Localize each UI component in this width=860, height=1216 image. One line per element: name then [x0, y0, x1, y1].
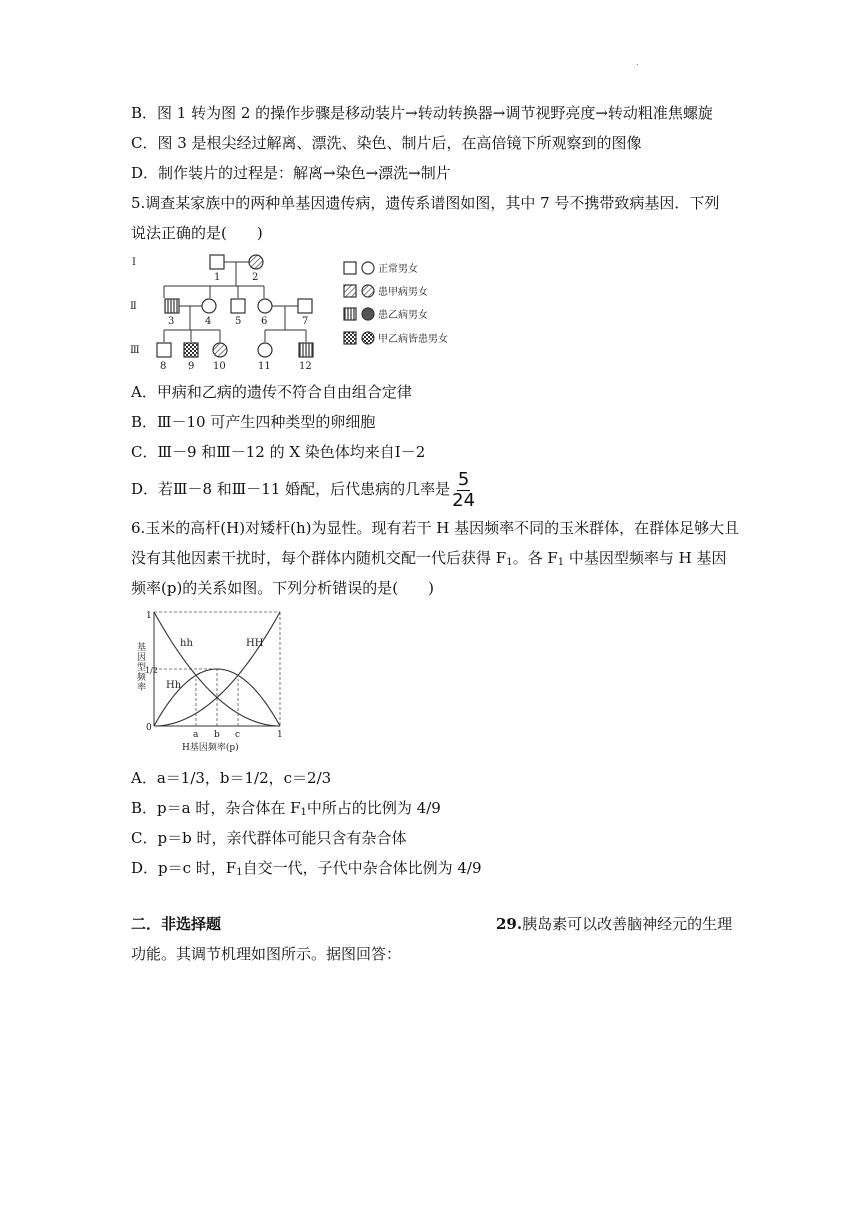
q4-option-c: C．图 3 是根尖经过解离、漂洗、染色、制片后，在高倍镜下所观察到的图像: [131, 134, 642, 152]
pedigree-III-9: [184, 343, 198, 357]
legend-normal-female: [362, 262, 374, 274]
q5-stem-line1: 5.调查某家族中的两种单基因遗传病，遗传系谱图如图，其中 7 号不携带致病基因．下列: [131, 194, 720, 212]
pedigree-II-3: [165, 299, 179, 313]
q29-stem-line2: 功能。其调节机理如图所示。据图回答：: [131, 945, 402, 963]
label-9: 9: [188, 361, 195, 372]
q5-option-c: C．Ⅲ－9 和Ⅲ－12 的 X 染色体均来自Ⅰ－2: [131, 443, 426, 461]
q6-stem-line2: [131, 548, 727, 573]
x-tick-1: 1: [277, 730, 283, 740]
label-3: 3: [168, 316, 175, 327]
q5-option-d-text: D．若Ⅲ－8 和Ⅲ－11 婚配，后代患病的几率是: [131, 480, 451, 498]
q6-line2-sub: 1: [506, 557, 513, 568]
label-10: 10: [213, 361, 226, 372]
pedigree-III-11: [258, 343, 272, 357]
legend-a-male: [344, 285, 356, 297]
pedigree-III-8: [157, 343, 171, 357]
legend-ab-female: [362, 332, 374, 344]
q29-line1-text: 胰岛素可以改善脑神经元的生理: [522, 915, 733, 933]
label-12: 12: [299, 361, 312, 372]
q6-option-a: A．a＝1/3，b＝1/2，c＝2/3: [131, 769, 332, 787]
q5-option-d: [131, 469, 475, 511]
legend-a-female: [362, 285, 374, 297]
q4-option-d: D．制作装片的过程是：解离→染色→漂洗→制片: [131, 164, 451, 182]
q6b-pre: B．p＝a 时，杂合体在 F: [131, 799, 301, 817]
x-tick-b: b: [214, 730, 220, 740]
series-label-HH: HH: [246, 638, 264, 649]
q6-line2-pre: 没有其他因素干扰时，每个群体内随机交配一代后获得 F: [131, 549, 507, 567]
series-label-Hh: Hh: [166, 680, 182, 691]
label-4: 4: [205, 316, 212, 327]
x-tick-c: c: [235, 730, 241, 740]
pedigree-I-1: [210, 255, 224, 269]
pedigree-II-5: [231, 299, 245, 313]
pedigree-I-2: [249, 255, 263, 269]
pedigree-II-7: [298, 299, 312, 313]
y-tick-0: 0: [146, 723, 152, 733]
genotype-frequency-chart: [128, 606, 288, 756]
q6-line2-mid: 。各 F: [512, 549, 558, 567]
q6-option-b: [131, 798, 441, 823]
q6-option-d: [131, 858, 482, 883]
legend-text-ab: 甲乙病皆患男女: [378, 334, 448, 345]
legend-text-a: 患甲病男女: [378, 287, 428, 298]
q6-stem-line3: 频率(p)的关系如图。下列分析错误的是( ): [131, 579, 435, 597]
gen-label-III: Ⅲ: [130, 345, 140, 356]
y-tick-half: 1/2: [145, 666, 158, 675]
pedigree-III-10: [213, 343, 227, 357]
q29-stem-line1: [496, 914, 732, 934]
gen-label-II: Ⅱ: [130, 301, 137, 312]
section-title-nonchoice: 二．非选择题: [131, 915, 222, 933]
y-tick-1: 1: [146, 611, 152, 621]
label-11: 11: [258, 361, 271, 372]
q6d-sub: 1: [236, 867, 243, 878]
legend-normal-male: [344, 262, 356, 274]
pedigree-III-12: [299, 343, 313, 357]
gen-label-I: Ⅰ: [132, 257, 136, 268]
label-8: 8: [160, 361, 167, 372]
header-dot: .: [636, 58, 639, 67]
legend-b-male: [344, 308, 356, 320]
fraction-5-24: [452, 470, 475, 511]
q5-stem-line2: 说法正确的是( ): [131, 224, 263, 242]
q6d-pre: D．p＝c 时，F: [131, 859, 237, 877]
q6-stem-line1: 6.玉米的高杆(H)对矮杆(h)为显性。现有若干 H 基因频率不同的玉米群体，在群体足够大且: [131, 519, 740, 537]
label-5: 5: [235, 316, 242, 327]
q5-option-a: A．甲病和乙病的遗传不符合自由组合定律: [131, 383, 412, 401]
q6-option-c: C．p＝b 时，亲代群体可能只含有杂合体: [131, 829, 407, 847]
q6b-sub: 1: [300, 807, 307, 818]
label-2: 2: [252, 272, 259, 283]
legend-b-female: [362, 308, 374, 320]
legend-ab-male: [344, 332, 356, 344]
q5-option-b: B．Ⅲ－10 可产生四种类型的卵细胞: [131, 413, 376, 431]
y-axis-label: 基因型频率: [135, 642, 145, 692]
label-7: 7: [302, 316, 309, 327]
pedigree-II-6: [258, 299, 272, 313]
legend-text-b: 患乙病男女: [378, 310, 428, 321]
q29-number: 29.: [496, 915, 523, 933]
pedigree-II-4: [202, 299, 216, 313]
q6b-post: 中所占的比例为 4/9: [306, 799, 441, 817]
label-6: 6: [261, 316, 268, 327]
q4-option-b: B．图 1 转为图 2 的操作步骤是移动装片→转动转换器→调节视野亮度→转动粗准焦螺旋: [131, 104, 713, 122]
legend-text-normal: 正常男女: [378, 264, 418, 275]
x-axis-label: H基因频率(p): [182, 743, 239, 753]
x-tick-a: a: [192, 730, 199, 740]
fraction-denominator: 24: [452, 489, 476, 511]
series-label-hh: hh: [180, 638, 193, 649]
label-1: 1: [214, 272, 221, 283]
fraction-numerator: 5: [457, 468, 470, 490]
q6-line2-post: 中基因型频率与 H 基因: [564, 549, 727, 567]
q6-line2-sub2: 1: [557, 557, 565, 568]
pedigree-figure: [128, 248, 468, 372]
q6d-post: 自交一代，子代中杂合体比例为 4/9: [242, 859, 482, 877]
